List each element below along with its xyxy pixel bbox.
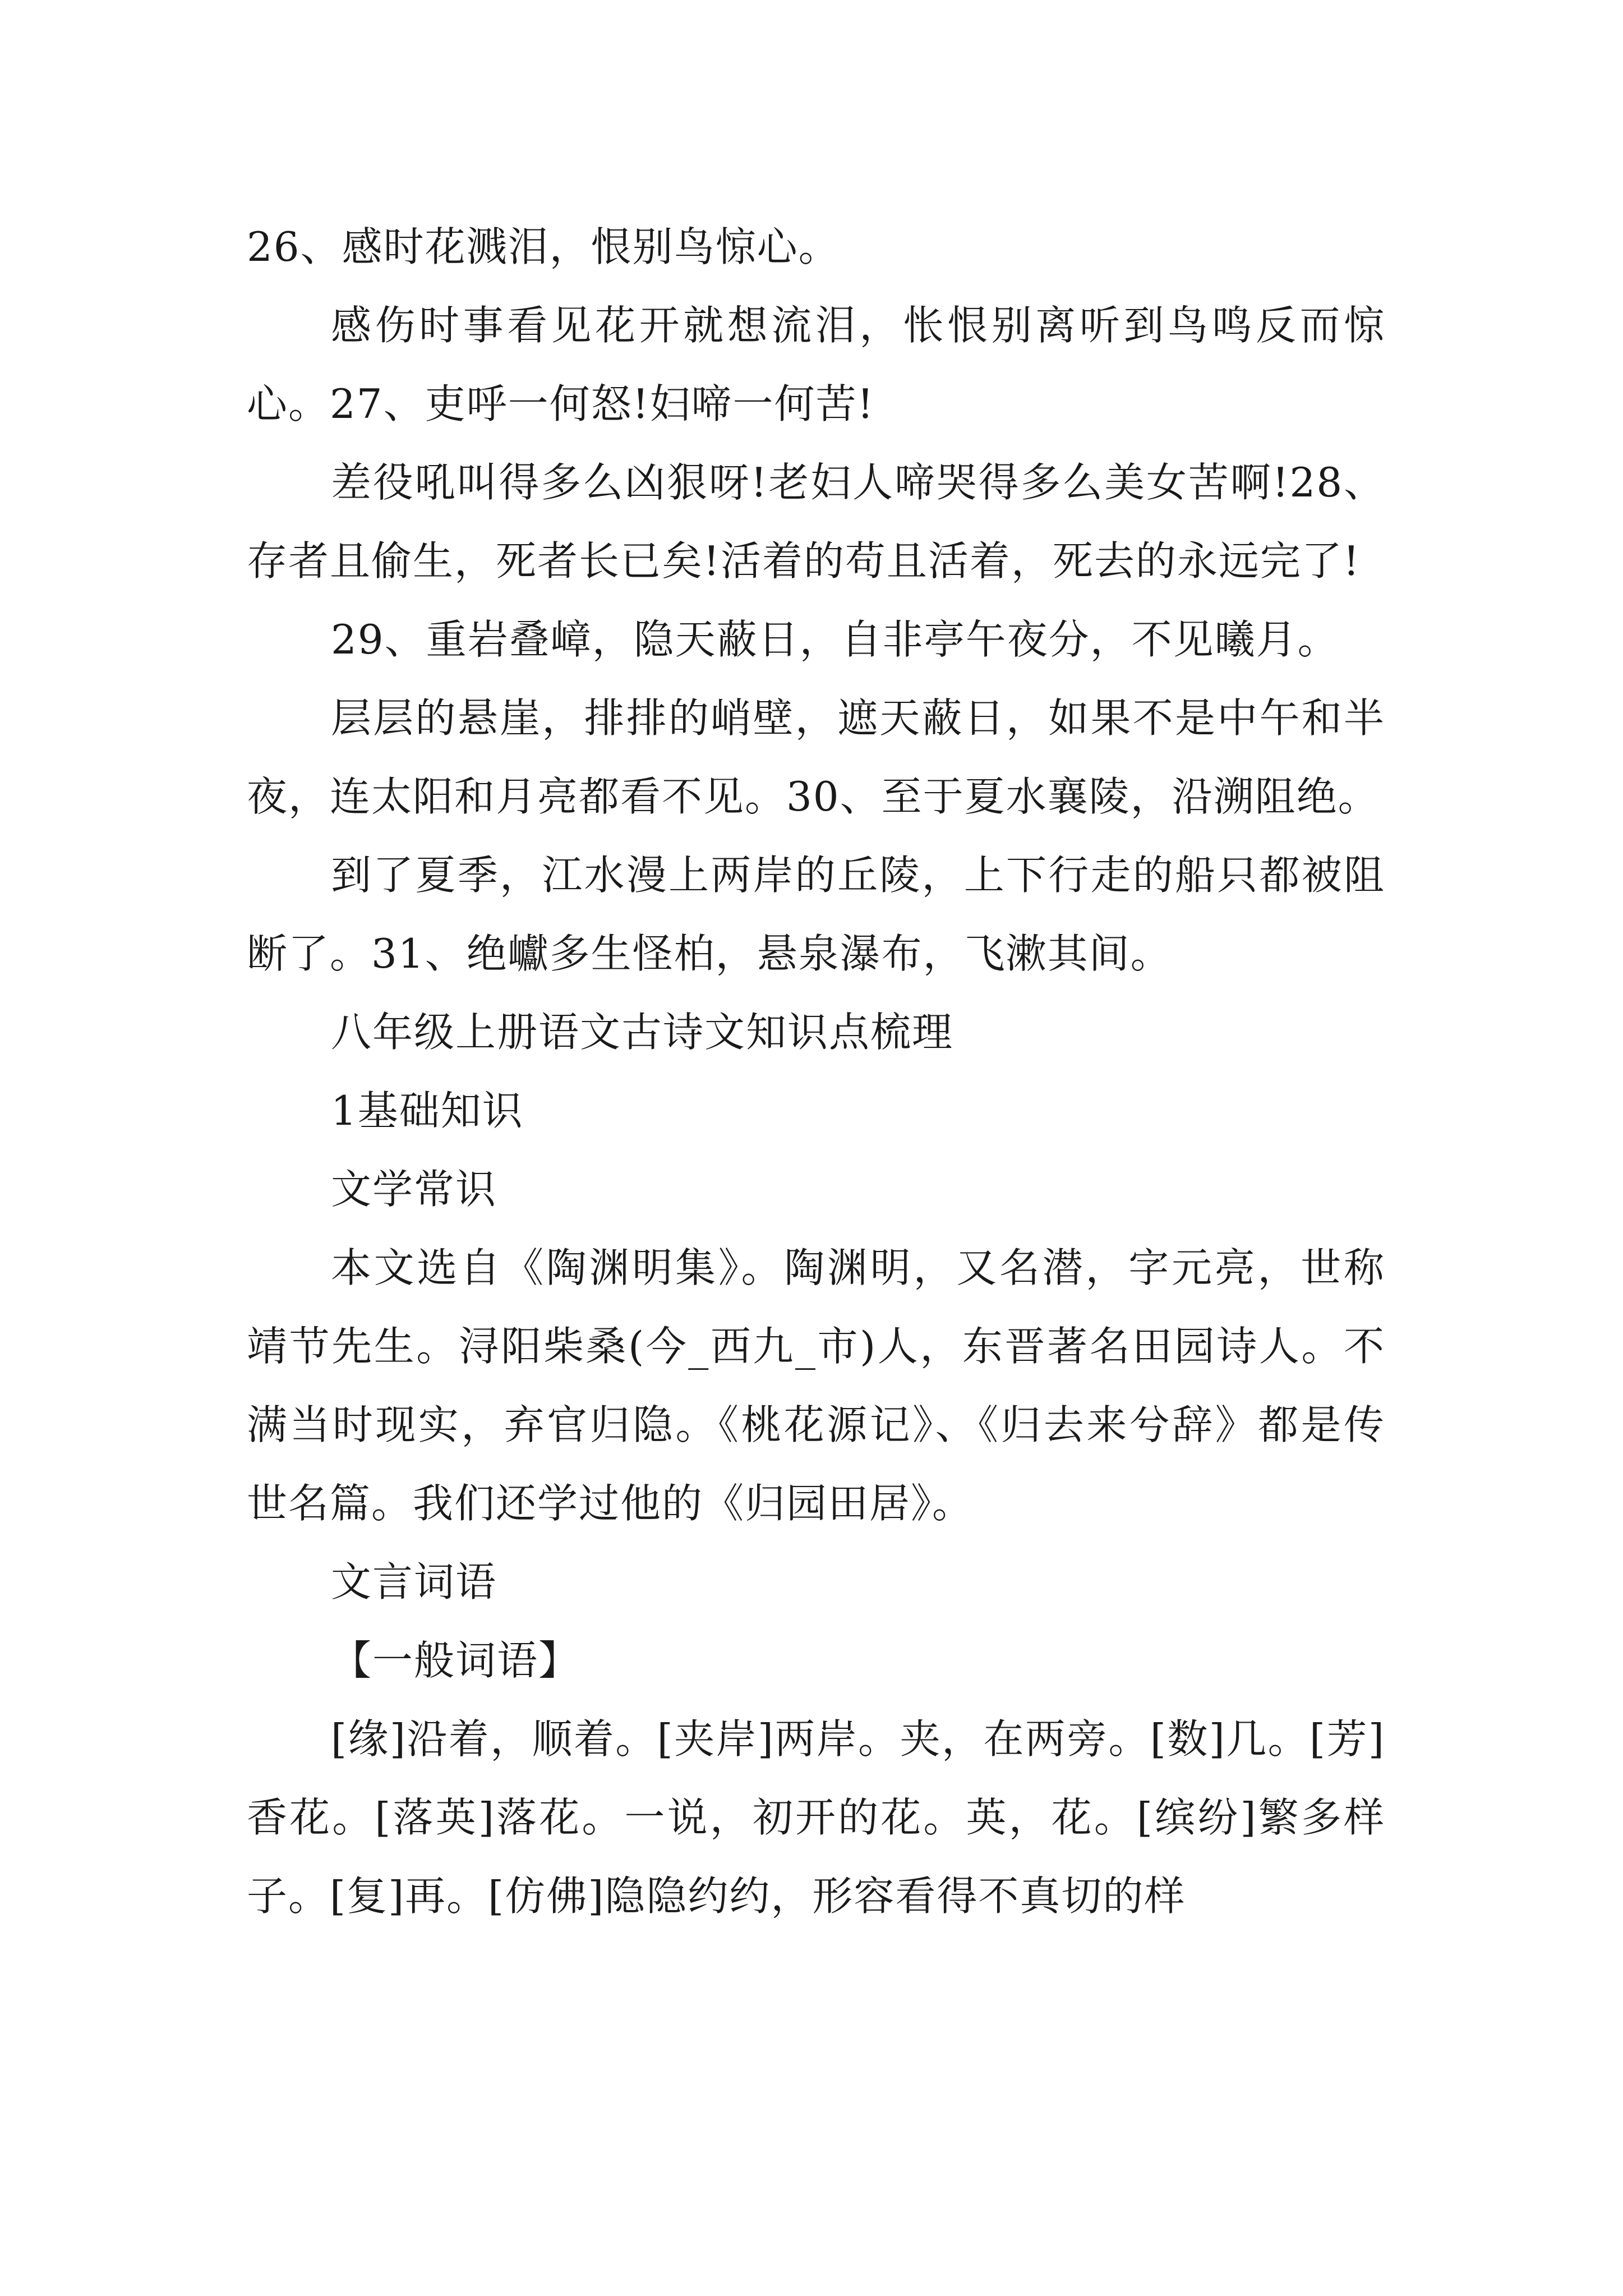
subsection-general-words: 【一般词语】 <box>331 1637 580 1684</box>
paragraph-word-glossary: [缘]沿着，顺着。[夹岸]两岸。夹，在两旁。[数]几。[芳]香花。[落英]落花。一说，初开的花。英，花。[缤纷]繁多样子。[复]再。[仿佛]隐隐约约，形容看得不真切的样 <box>247 1715 1385 1920</box>
paragraph-26: 26、感时花溅泪，恨别鸟惊心。 <box>247 223 840 270</box>
subsection-classical-vocabulary: 文言词语 <box>331 1558 497 1605</box>
subsection-basic-knowledge: 1基础知识 <box>331 1087 524 1134</box>
document-page <box>247 208 1385 1935</box>
paragraph-29: 29、重岩叠嶂，隐天蔽日，自非亭午夜分，不见曦月。 <box>331 616 1339 663</box>
paragraph-translation-27: 差役吼叫得多么凶狠呀!老妇人啼哭得多么美女苦啊!28、存者且偷生，死者长已矣!活着的苟且活着，死去的永远完了! <box>247 459 1385 585</box>
section-title: 八年级上册语文古诗文知识点梳理 <box>331 1009 954 1056</box>
subsection-literary-knowledge: 文学常识 <box>331 1166 497 1213</box>
paragraph-translation-30: 到了夏季，江水漫上两岸的丘陵，上下行走的船只都被阻断了。31、绝巘多生怪柏，悬泉瀑布，飞漱其间。 <box>247 852 1385 977</box>
paragraph-translation-29: 层层的悬崖，排排的峭壁，遮天蔽日，如果不是中午和半夜，连太阳和月亮都看不见。30、至于夏水襄陵，沿溯阻绝。 <box>247 694 1385 820</box>
paragraph-author-intro: 本文选自《陶渊明集》。陶渊明，又名潜，字元亮，世称靖节先生。浔阳柴桑(今_西九_市)人，东晋著名田园诗人。不满当时现实，弃官归隐。《桃花源记》、《归去来兮辞》都是传世名篇。我们还学过他的《归园田居》。 <box>247 1244 1385 1527</box>
paragraph-translation-26: 感伤时事看见花开就想流泪，怅恨别离听到鸟鸣反而惊心。27、吏呼一何怒!妇啼一何苦! <box>247 302 1385 427</box>
